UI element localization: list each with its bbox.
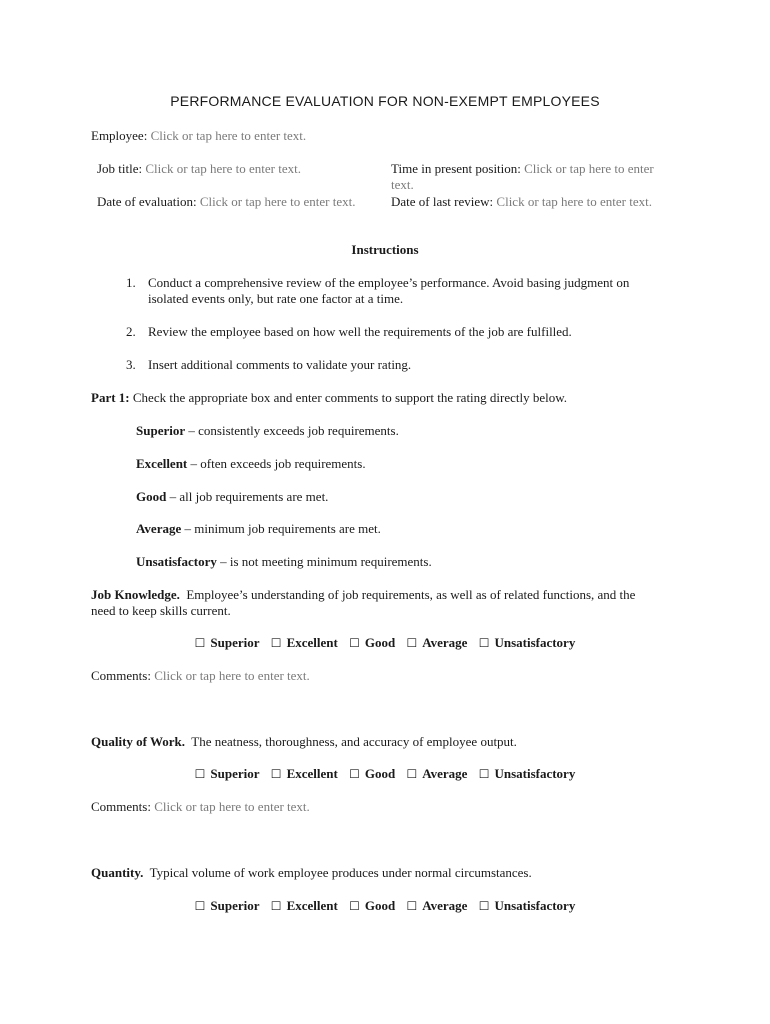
checkbox-icon[interactable]: ☐ — [270, 767, 282, 781]
quality-of-work-heading: Quality of Work. The neatness, thoroughness, and accuracy of employee output. — [91, 734, 517, 749]
part1-intro: Part 1: Check the appropriate box and enter comments to support the rating directly below. — [91, 390, 568, 405]
definition-excellent: Excellent – often exceeds job requirements. — [136, 456, 366, 471]
quality-of-work-comments[interactable] — [91, 799, 310, 815]
time-in-position-input[interactable]: Click or tap here to enter — [524, 161, 654, 176]
definition-superior: Superior – consistently exceeds job requirements. — [136, 423, 399, 438]
quality-rating-excellent[interactable]: ☐ Excellent — [270, 766, 338, 781]
date-of-last-review-input[interactable]: Click or tap here to enter text. — [496, 194, 652, 209]
checkbox-icon[interactable]: ☐ — [478, 636, 490, 650]
quality-of-work-comments-input[interactable]: Click or tap here to enter text. — [154, 799, 310, 814]
quantity-heading: Quantity. Typical volume of work employee produces under normal circumstances. — [91, 865, 532, 880]
quality-of-work-ratings — [0, 766, 770, 782]
quality-rating-average[interactable]: ☐ Average — [406, 766, 468, 781]
checkbox-icon[interactable]: ☐ — [478, 767, 490, 781]
time-in-position-input-wrap[interactable]: text. — [391, 177, 414, 192]
job-knowledge-rating-excellent[interactable]: ☐ Excellent — [270, 635, 338, 650]
job-knowledge-rating-superior[interactable]: ☐ Superior — [194, 635, 260, 650]
time-in-position-label: Time in present position: — [391, 161, 521, 176]
checkbox-icon[interactable]: ☐ — [270, 899, 282, 913]
checkbox-icon[interactable]: ☐ — [194, 767, 206, 781]
checkbox-icon[interactable]: ☐ — [194, 899, 206, 913]
job-title-input[interactable]: Click or tap here to enter text. — [145, 161, 301, 176]
checkbox-icon[interactable]: ☐ — [270, 636, 282, 650]
quantity-rating-good[interactable]: ☐ Good — [349, 898, 396, 913]
quality-rating-good[interactable]: ☐ Good — [349, 766, 396, 781]
date-of-evaluation-label: Date of evaluation: — [97, 194, 197, 209]
instructions-heading: Instructions — [351, 242, 419, 257]
job-knowledge-rating-good[interactable]: ☐ Good — [349, 635, 396, 650]
job-knowledge-desc-cont: need to keep skills current. — [91, 603, 231, 618]
part1-label: Part 1: — [91, 390, 130, 405]
quantity-ratings — [0, 898, 770, 914]
page-title: PERFORMANCE EVALUATION FOR NON-EXEMPT EMPLOYEES — [170, 93, 600, 109]
employee-label: Employee: — [91, 128, 148, 143]
job-knowledge-comments[interactable] — [91, 668, 310, 684]
job-title-field[interactable] — [97, 161, 301, 177]
quantity-rating-unsatisfactory[interactable]: ☐ Unsatisfactory — [478, 898, 576, 913]
employee-input[interactable]: Click or tap here to enter text. — [150, 128, 307, 143]
instruction-item-2: 2. Review the employee based on how well the requirements of the job are fulfilled. — [126, 324, 572, 339]
checkbox-icon[interactable]: ☐ — [349, 767, 360, 781]
definition-average: Average – minimum job requirements are met. — [136, 521, 381, 536]
checkbox-icon[interactable]: ☐ — [478, 899, 490, 913]
checkbox-icon[interactable]: ☐ — [349, 636, 360, 650]
checkbox-icon[interactable]: ☐ — [406, 636, 418, 650]
instruction-item-3: 3. Insert additional comments to validate your rating. — [126, 357, 412, 372]
date-of-last-review-label: Date of last review: — [391, 194, 494, 209]
job-title-label: Job title: — [97, 161, 143, 176]
checkbox-icon[interactable]: ☐ — [349, 899, 360, 913]
time-in-position-field[interactable] — [391, 161, 654, 177]
job-knowledge-rating-average[interactable]: ☐ Average — [406, 635, 468, 650]
checkbox-icon[interactable]: ☐ — [194, 636, 206, 650]
job-knowledge-rating-unsatisfactory[interactable]: ☐ Unsatisfactory — [478, 635, 576, 650]
instruction-item-1-cont: isolated events only, but rate one factor at a time. — [148, 291, 404, 306]
quality-rating-unsatisfactory[interactable]: ☐ Unsatisfactory — [478, 766, 576, 781]
job-knowledge-heading: Job Knowledge. Employee’s understanding of job requirements, as well as of related functions, and the — [91, 587, 636, 602]
date-of-last-review-field[interactable] — [391, 194, 652, 210]
comments-label: Comments: — [91, 668, 151, 683]
checkbox-icon[interactable]: ☐ — [406, 899, 418, 913]
comments-label: Comments: — [91, 799, 151, 814]
quantity-rating-average[interactable]: ☐ Average — [406, 898, 468, 913]
instruction-item-1: 1. Conduct a comprehensive review of the employee’s performance. Avoid basing judgment on — [126, 275, 630, 290]
definition-good: Good – all job requirements are met. — [136, 489, 329, 504]
date-of-evaluation-field[interactable] — [97, 194, 355, 210]
job-knowledge-ratings — [0, 635, 770, 651]
employee-field[interactable] — [91, 128, 306, 144]
definition-unsatisfactory: Unsatisfactory – is not meeting minimum requirements. — [136, 554, 432, 569]
quality-rating-superior[interactable]: ☐ Superior — [194, 766, 260, 781]
date-of-evaluation-input[interactable]: Click or tap here to enter text. — [199, 194, 356, 209]
quantity-rating-excellent[interactable]: ☐ Excellent — [270, 898, 338, 913]
quantity-rating-superior[interactable]: ☐ Superior — [194, 898, 260, 913]
checkbox-icon[interactable]: ☐ — [406, 767, 418, 781]
job-knowledge-comments-input[interactable]: Click or tap here to enter text. — [154, 668, 310, 683]
